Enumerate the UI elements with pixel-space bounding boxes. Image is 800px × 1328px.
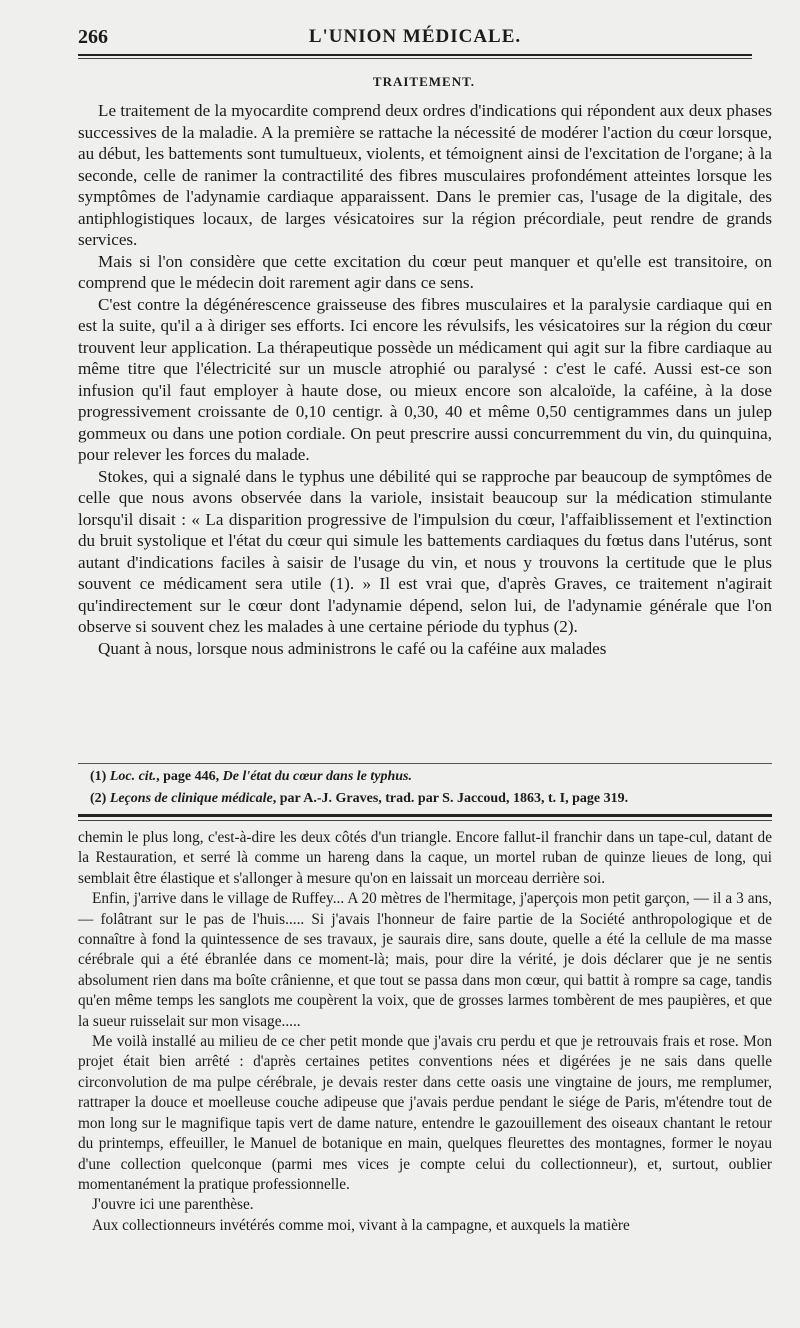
section-title: TRAITEMENT. xyxy=(372,74,476,89)
main-paragraph: Stokes, qui a signalé dans le typhus une débilité qui se rapproche par beaucoup de symptômes de celle que nous avons observée dans la variole, insistait beaucoup sur la médication stimulante lorsqu'il disait : « La disparition progressive de l'impulsion du cœur, l'affaiblissement et l'extinction du bruit systolique et l'état du cœur qui simule les battements cardiaques du fœtus dans l'utérus, sont autant d'indications faciles à saisir de l'usage du vin, et nous y trouvons la certitude que le plus souvent ce médicament sera utile (1). » Il est vrai que, d'après Graves, ce traitement n'agirait qu'indirectement sur le cœur dont l'adynamie dépend, selon lui, de l'adynamie générale que l'on observe si souvent chez les malades à une certaine période du typhus (2). xyxy=(78,466,772,636)
page-header xyxy=(78,22,752,52)
main-paragraph: Mais si l'on considère que cette excitation du cœur peut manquer et qu'elle est transitoire, on comprend que le médecin doit rarement agir dans ce sens. xyxy=(78,251,772,292)
main-paragraph: Quant à nous, lorsque nous administrons le café ou la caféine aux malades xyxy=(98,638,607,658)
feuilleton-paragraph: J'ouvre ici une parenthèse. xyxy=(92,1196,254,1214)
header-rule xyxy=(78,54,752,56)
page-number: 266 xyxy=(78,26,108,48)
main-paragraph: Le traitement de la myocardite comprend deux ordres d'indications qui répondent aux deux phases successives de la maladie. A la première se rattache la nécessité de modérer l'action du cœur lorsque, au début, les battements sont tumultueux, violents, et témoignent ainsi de l'excitation de l'organe; à la seconde, celle de ranimer la contractilité des fibres musculaires profondément atteintes lorsque les symptômes de l'adynamie cardiaque apparaissent. Dans le premier cas, l'usage de la digitale, des antiphlogistiques locaux, de larges vésicatoires sur la région précordiale, peut rendre de grands services. xyxy=(78,101,772,249)
footnote: (1) Loc. cit., page 446, De l'état du cœur dans le typhus. xyxy=(90,769,412,784)
header-rule-thin xyxy=(78,58,752,59)
feuilleton-paragraph: Aux collectionneurs invétérés comme moi, vivant à la campagne, et auxquels la matière xyxy=(92,1216,630,1234)
main-paragraph: C'est contre la dégénérescence graisseuse des fibres musculaires et la paralysie cardiaque qui en est la suite, qu'il a à diriger ses efforts. Ici encore les révulsifs, les vésicatoires sur la région du cœur trouvent leur application. La thérapeutique possède un médicament qui agit sur la fibre cardiaque au même titre que l'électricité sur un muscle atrophié ou paralysé : c'est le café. Aussi est-ce son infusion qu'il faut employer à haute dose, ou mieux encore son alcaloïde, la caféine, à la dose progressivement croissante de 0,10 centigr. à 0,30, 40 et même 0,50 centigrammes dans un julep gommeux ou dans une potion cordiale. On peut prescrire aussi concurremment du vin, du quinquina, pour relever les forces du malade. xyxy=(78,294,772,464)
feuilleton-paragraph: Me voilà installé au milieu de ce cher petit monde que j'avais cru perdu et que je retrouvais frais et rose. Mon projet était bien arrêté : d'après certaines petites conventions nées et digérées je ne sais dans quelle circonvolution de ma pulpe cérébrale, je devais rester dans cette oasis une vingtaine de jours, me remplumer, rattraper la douce et moelleuse couche adipeuse que j'avais perdue pendant le siége de Paris, m'étendre tout de mon long sur le magnifique tapis vert de dame nature, entendre le gazouillement des oiseaux chantant le retour du printemps, effeuiller, le Manuel de botanique en main, quelques fleurettes des montagnes, former le noyau d'une collection quelconque (parmi mes vices je compte celui du collectionneur), et, surtout, oublier momentanément la pratique professionnelle. xyxy=(78,1033,772,1193)
feuilleton-paragraph: Enfin, j'arrive dans le village de Ruffey... A 20 mètres de l'hermitage, j'aperçois mon petit garçon, — il a 3 ans, — folâtrant sur le pas de l'huis..... Si j'avais l'honneur de faire partie de la Société anthropologique et de connaître à fond la quintessence de ses travaux, je saurais dire, sans doute, quelle a été la cellule de ma masse cérébrale qui a été ébranlée dans ce moment-là; mais, pour dire la vérité, je dois déclarer que je ne sentis absolument rien dans ma boîte crânienne, et que tout se passa dans mon cœur, qui battit à rompre sa cage, tandis qu'en même temps les sanglots me coupèrent la voix, que de grosses larmes tombèrent de mes paupières, et que la sueur ruisselait sur mon visage..... xyxy=(78,890,772,1030)
main-article xyxy=(78,100,772,659)
feuilleton xyxy=(78,828,772,1236)
footnotes xyxy=(78,763,772,810)
feuilleton-rule-thin xyxy=(78,820,772,821)
feuilleton-paragraph: chemin le plus long, c'est-à-dire les deux côtés d'un triangle. Encore fallut-il franchir dans un tape-cul, datant de la Restauration, et serré là comme un hareng dans la caque, un mortel ruban de quinze lieues de long, qui semblait être élastique et s'allonger à mesure qu'on en laissait un morceau derrière soi. xyxy=(78,829,772,887)
footnote: (2) Leçons de clinique médicale, par A.-J. Graves, trad. par S. Jaccoud, 1863, t. I, page 319. xyxy=(90,791,629,806)
feuilleton-rule xyxy=(78,814,772,817)
journal-title: L'UNION MÉDICALE. xyxy=(308,26,522,47)
